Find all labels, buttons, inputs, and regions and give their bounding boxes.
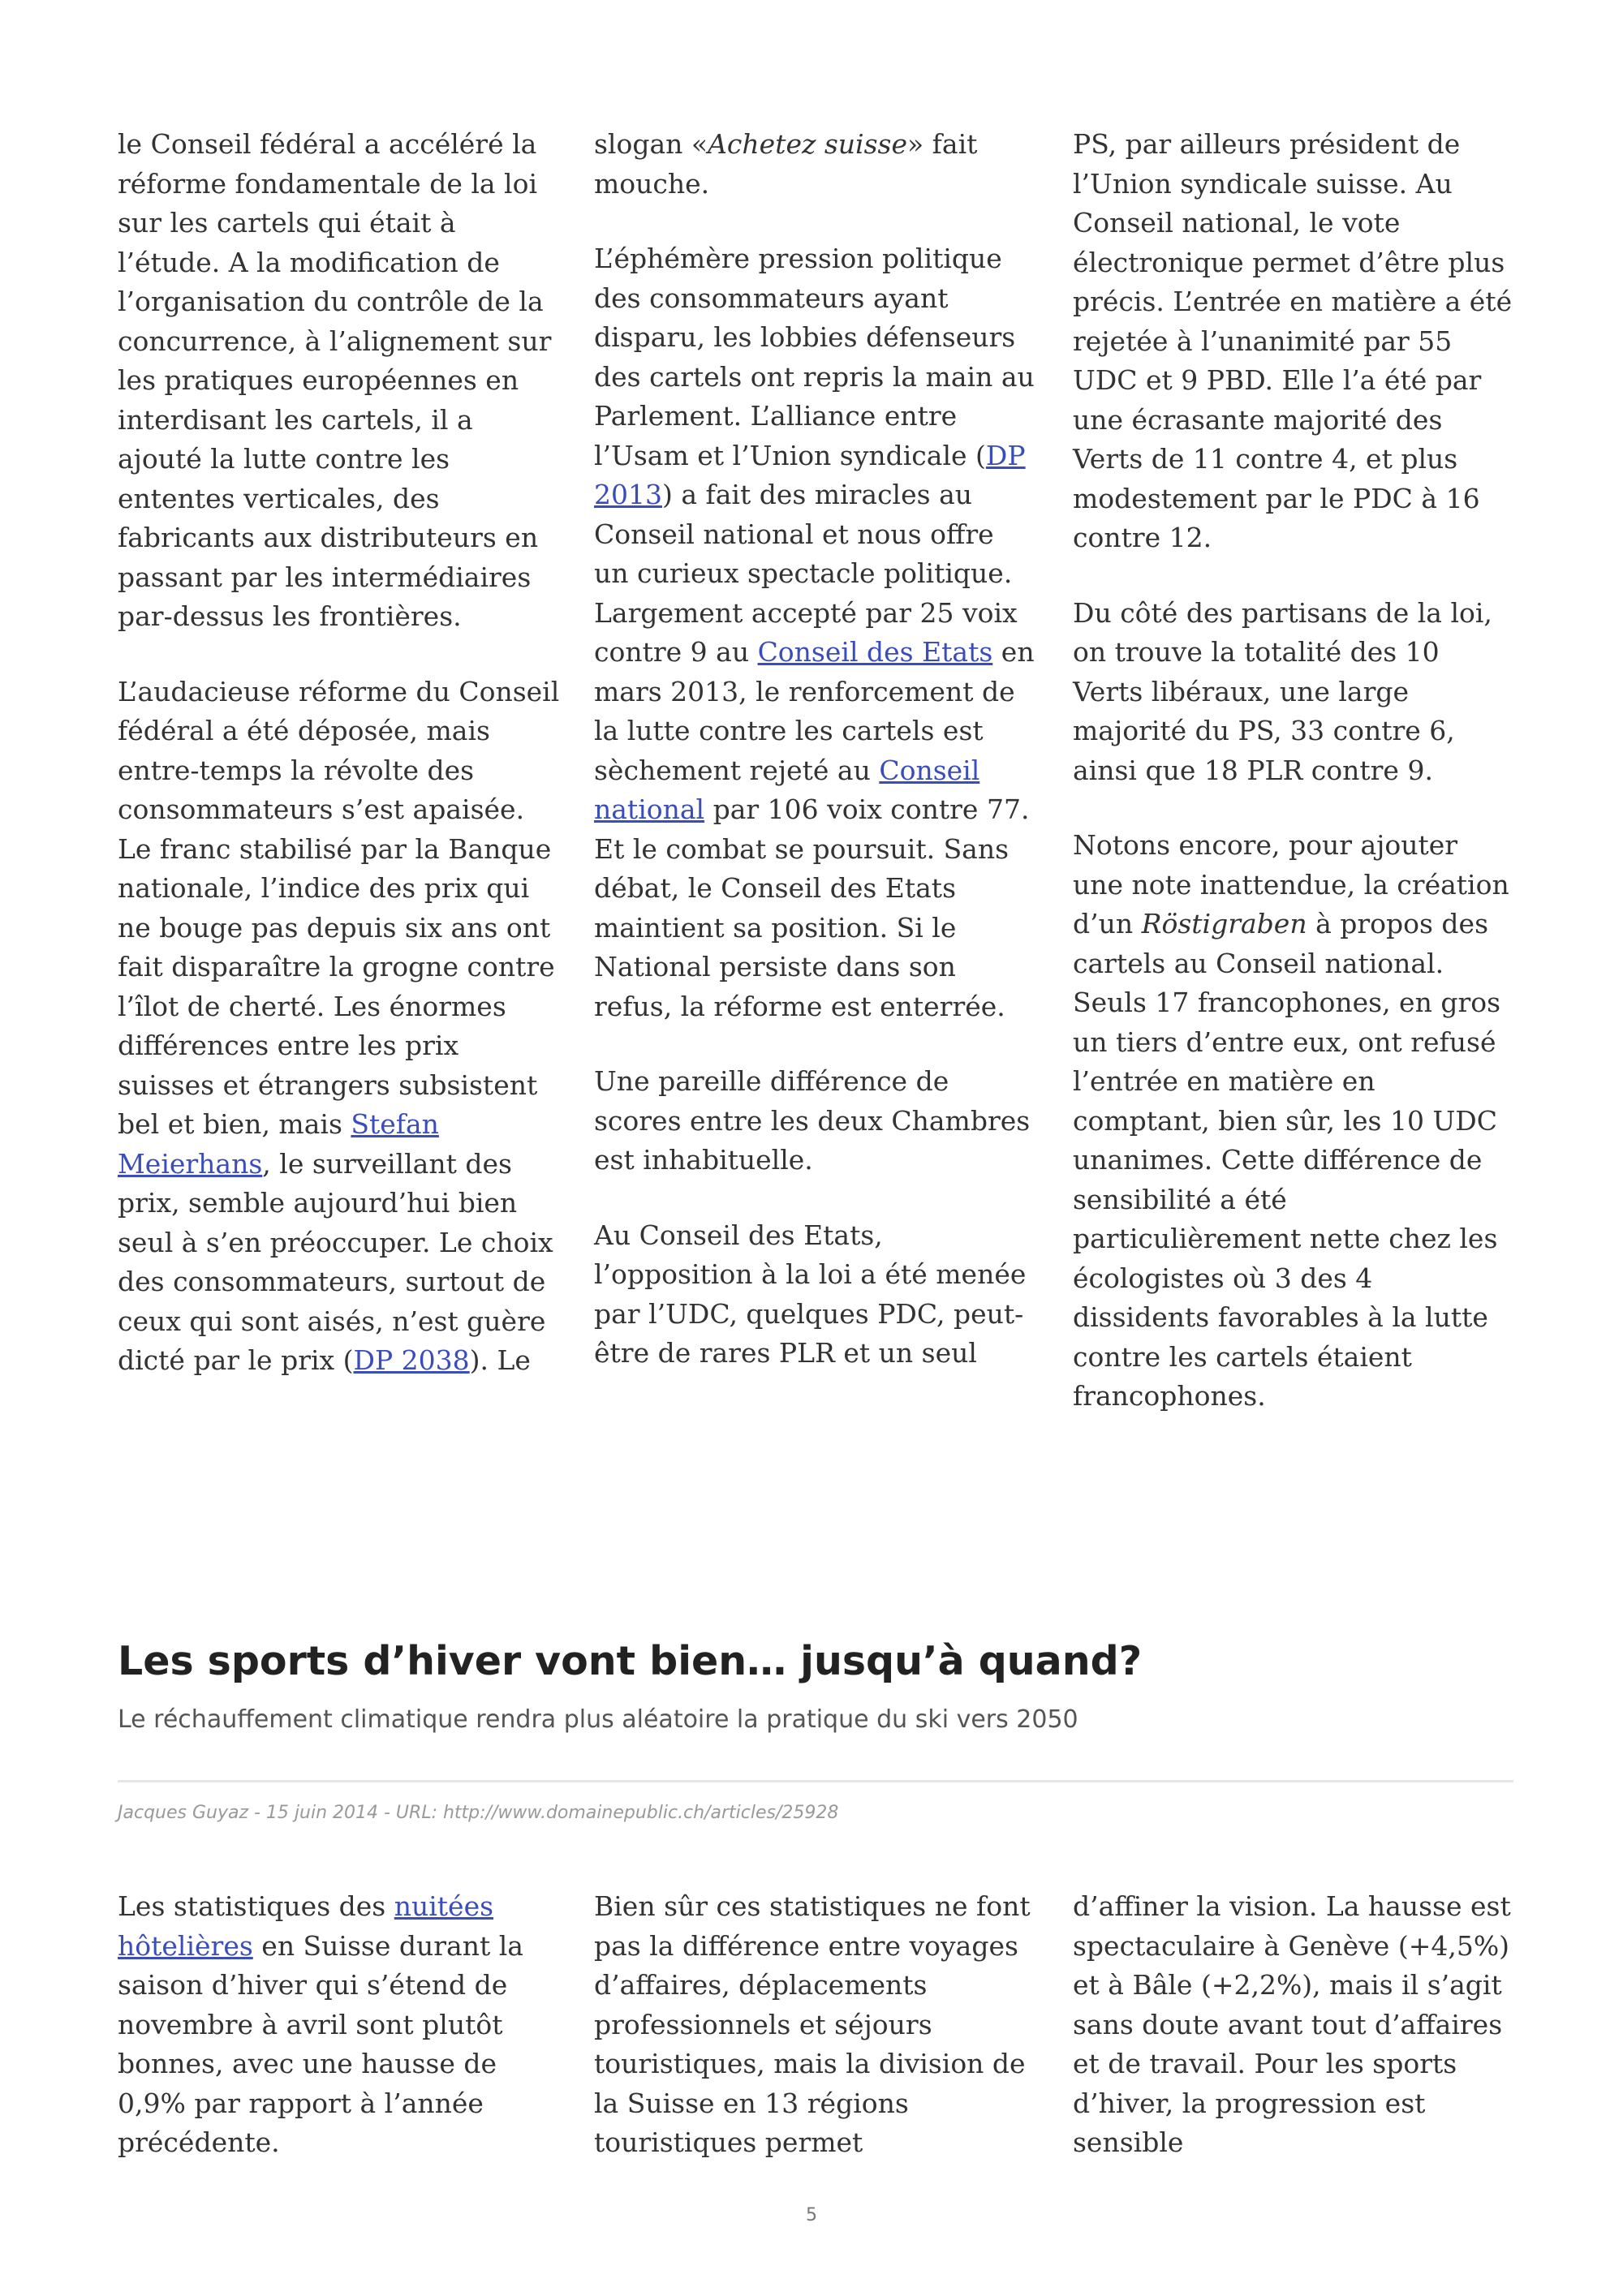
- paragraph: Une pareille différence de scores entre les deux Chambres est inhabituelle.: [594, 1065, 1031, 1176]
- article2-column-3: [1073, 1887, 1515, 2163]
- article-byline: Jacques Guyaz - 15 juin 2014 - URL: http://www.domainepublic.ch/articles/25928: [118, 1803, 839, 1823]
- paragraph: Les statistiques des nuitées hôtelières en Suisse durant la saison d’hiver qui s’étend de novembre à avril sont plutôt bonnes, avec une hausse de 0,9% par rapport à l’année précédente.: [118, 1890, 523, 2158]
- article-title: Les sports d’hiver vont bien… jusqu’à quand?: [118, 1638, 1143, 1684]
- paragraph: Notons encore, pour ajouter une note inattendue, la création d’un Röstigraben à propos des cartels au Conseil national. Seuls 17 francophones, en gros un tiers d’entre eux, ont refusé l’entrée en matière en comptant, bien sûr, les 10 UDC unanimes. Cette différence de sensibilité a été particulièrement nette chez les écologistes où 3 des 4 dissidents favorables à la lutte contre les cartels étaient francophones.: [1073, 829, 1509, 1412]
- paragraph: le Conseil fédéral a accéléré la réforme fondamentale de la loi sur les cartels qui était à l’étude. A la modification de l’organisation du contrôle de la concurrence, à l’alignement sur les pratiques européennes en interdisant les cartels, il a ajouté la lutte contre les ententes verticales, des fabricants aux distributeurs en passant par les intermédiaires par-dessus les frontières.: [118, 128, 552, 632]
- article1-column-3: [1073, 125, 1515, 1417]
- article-subtitle: Le réchauffement climatique rendra plus aléatoire la pratique du ski vers 2050: [118, 1705, 1078, 1734]
- dp-2013-link[interactable]: DP 2013: [594, 439, 1026, 510]
- conseil-national-link[interactable]: Conseil national: [594, 754, 980, 825]
- article2-column-1: [118, 1887, 560, 2163]
- divider: [118, 1780, 1513, 1782]
- article1-column-2: [594, 125, 1036, 1374]
- article2-column-2: [594, 1887, 1036, 2163]
- paragraph: PS, par ailleurs président de l’Union syndicale suisse. Au Conseil national, le vote électronique permet d’être plus précis. L’entrée en matière a été rejetée à l’unanimité par 55 UDC et 9 PBD. Elle l’a été par une écrasante majorité des Verts de 11 contre 4, et plus modestement par le PDC à 16 contre 12.: [1073, 128, 1513, 553]
- paragraph: Au Conseil des Etats, l’opposition à la loi a été menée par l’UDC, quelques PDC, peut-être de rares PLR et un seul: [594, 1219, 1027, 1369]
- paragraph: d’affiner la vision. La hausse est spectaculaire à Genève (+4,5%) et à Bâle (+2,2%), mais il s’agit sans doute avant tout d’affaires et de travail. Pour les sports d’hiver, la progression est sensible: [1073, 1890, 1511, 2158]
- paragraph: L’éphémère pression politique des consommateurs ayant disparu, les lobbies défenseurs des cartels ont repris la main au Parlement. L’alliance entre l’Usam et l’Union syndicale (DP 2013) a fait des miracles au Conseil national et nous offre un curieux spectacle politique. Largement accepté par 25 voix contre 9 au Conseil des Etats en mars 2013, le renforcement de la lutte contre les cartels est sèchement rejeté au Conseil national par 106 voix contre 77. Et le combat se poursuit. Sans débat, le Conseil des Etats maintient sa position. Si le National persiste dans son refus, la réforme est enterrée.: [594, 243, 1035, 1022]
- conseil-des-etats-link[interactable]: Conseil des Etats: [757, 636, 993, 668]
- stefan-meierhans-link[interactable]: Stefan Meierhans: [118, 1108, 439, 1180]
- paragraph: Bien sûr ces statistiques ne font pas la différence entre voyages d’affaires, déplacements professionnels et séjours touristiques, mais la division de la Suisse en 13 régions touristiques permet: [594, 1890, 1031, 2158]
- article1-column-1: [118, 125, 560, 1381]
- paragraph: Du côté des partisans de la loi, on trouve la totalité des 10 Verts libéraux, une large majorité du PS, 33 contre 6, ainsi que 18 PLR contre 9.: [1073, 596, 1492, 786]
- nuitees-hotelieres-link[interactable]: nuitées hôtelières: [118, 1890, 494, 1962]
- page-number: 5: [806, 2205, 817, 2225]
- paragraph: L’audacieuse réforme du Conseil fédéral a été déposée, mais entre-temps la révolte des consommateurs s’est apaisée. Le franc stabilisé par la Banque nationale, l’indice des prix qui ne bouge pas depuis six ans ont fait disparaître la grogne contre l’îlot de cherté. Les énormes différences entre les prix suisses et étrangers subsistent bel et bien, mais Stefan Meierhans, le surveillant des prix, semble aujourd’hui bien seul à s’en préoccuper. Le choix des consommateurs, surtout de ceux qui sont aisés, n’est guère dicté par le prix (DP 2038). Le: [118, 675, 560, 1376]
- dp-2038-link[interactable]: DP 2038: [353, 1344, 470, 1376]
- paragraph: slogan «Achetez suisse» fait mouche.: [594, 128, 978, 200]
